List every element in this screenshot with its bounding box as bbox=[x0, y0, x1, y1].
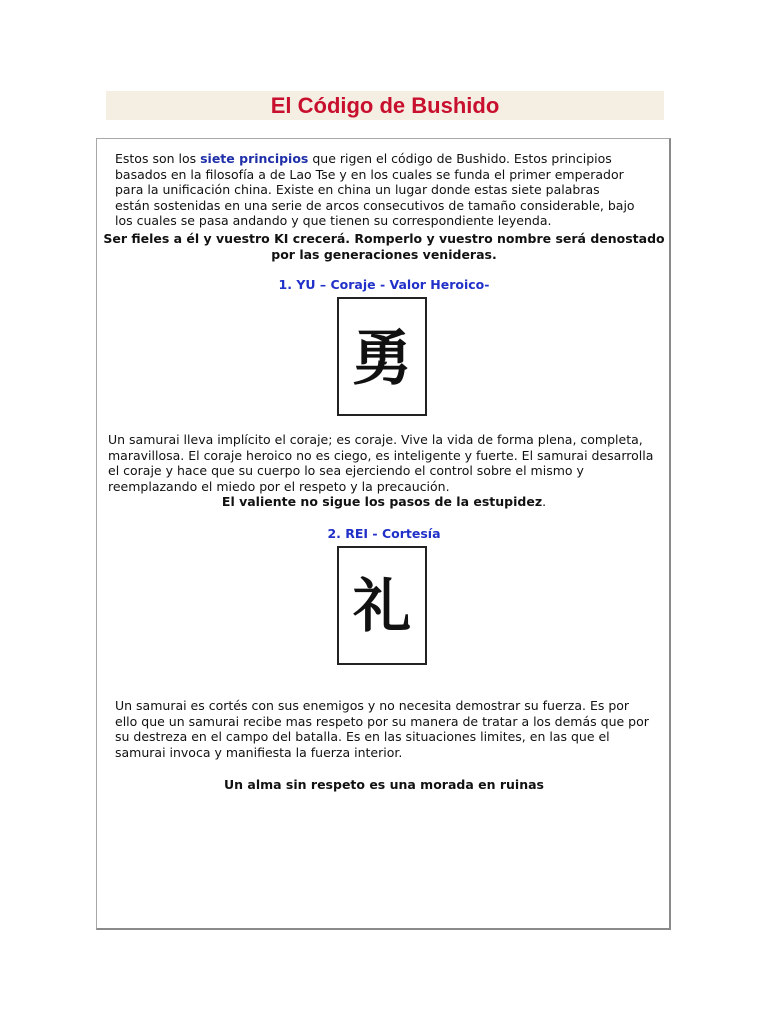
section-1-maxim bbox=[100, 494, 668, 510]
intro-text-before: Estos son los bbox=[115, 151, 201, 166]
page-title: El Código de Bushido bbox=[270, 93, 500, 118]
section-2-maxim: Un alma sin respeto es una morada en ruinas bbox=[224, 777, 544, 792]
kanji-rei-glyph: 礼 bbox=[352, 572, 412, 640]
section-1-maxim-text: El valiente no sigue los pasos de la estupidez bbox=[221, 494, 543, 509]
section-1-heading: 1. YU – Coraje - Valor Heroico- bbox=[278, 277, 490, 292]
section-1-maxim-period: . bbox=[542, 494, 547, 509]
kanji-yu-drawing bbox=[339, 299, 425, 414]
intro-text-after: que rigen el código de Bushido. Estos principios basados en la filosofía a de Lao Tse y en los cuales se funda el primer emperador para la unificación china. Existe en china un lugar donde estas siete palabras están sostenidas en una serie de arcos consecutivos de tamaño considerable, bajo los cuales se pasa andando y que tienen su correspondiente leyenda. bbox=[115, 151, 635, 229]
kanji-rei-drawing bbox=[339, 548, 425, 663]
kanji-yu-glyph: 勇 bbox=[352, 324, 412, 394]
kanji-yu-image bbox=[337, 297, 427, 416]
section-1-paragraph: Un samurai lleva implícito el coraje; es coraje. Vive la vida de forma plena, completa, maravillosa. El coraje heroico no es ciego, es inteligente y fuerte. El samurai desarrolla el coraje y hace que su cuerpo lo sea ejerciendo el control sobre el mismo y reemplazando el miedo por el respeto y la precaución. bbox=[108, 432, 654, 494]
section-2-paragraph: Un samurai es cortés con sus enemigos y no necesita demostrar su fuerza. Es por ello que un samurai recibe mas respeto por su manera de tratar a los demás que por su destreza en el campo del batalla. Es en las situaciones limites, en las que el samurai invoca y manifiesta la fuerza interior. bbox=[115, 698, 649, 760]
motto: Ser fieles a él y vuestro KI crecerá. Romperlo y vuestro nombre será denostado por las generaciones venideras. bbox=[103, 231, 665, 262]
section-2-heading: 2. REI - Cortesía bbox=[327, 526, 441, 541]
kanji-rei-image bbox=[337, 546, 427, 665]
intro-paragraph bbox=[115, 151, 635, 229]
siete-principios-highlight: siete principios bbox=[200, 151, 309, 166]
title-banner bbox=[106, 91, 664, 120]
